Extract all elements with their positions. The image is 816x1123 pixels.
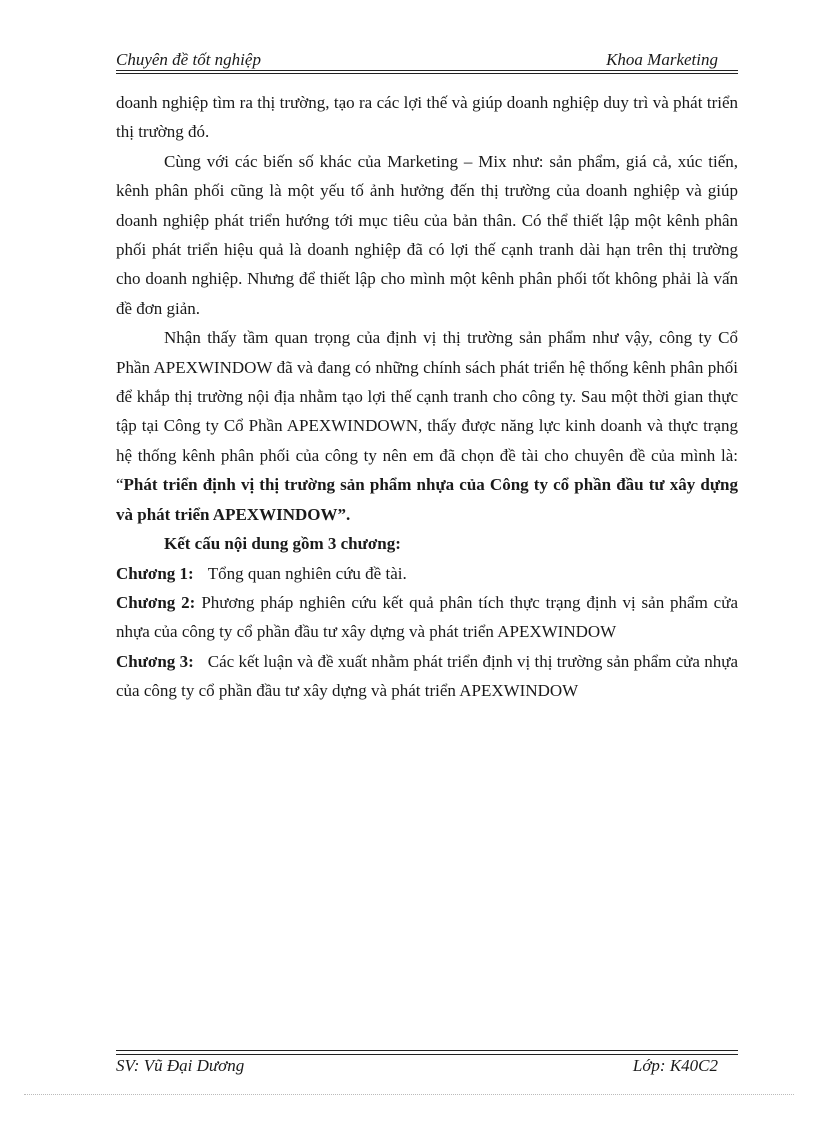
page-boundary-line <box>24 1094 794 1095</box>
header-divider <box>116 70 738 74</box>
chapter-item-2 <box>116 588 738 647</box>
chapter-1-text: Tổng quan nghiên cứu đề tài. <box>207 563 407 583</box>
topic-intro-text: Nhận thấy tầm quan trọng của định vị thị trường sản phẩm như vậy, công ty Cổ Phần APEXWINDOW đã và đang có những chính sách phát triển hệ thống kênh phân phối để khắp thị trường nội địa nhằm tạo lợi thế cạnh tranh cho công ty. Sau một thời gian thực tập tại Công ty Cổ Phần APEXWINDOWN, thấy được năng lực kinh doanh và thực trạng hệ thống kênh phân phối của công ty nên em đã chọn đề tài cho chuyên đề của mình là: “ <box>116 328 738 495</box>
chapter-1-label: Chương 1: <box>116 563 194 583</box>
chapter-3-text: Các kết luận và đề xuất nhằm phát triển định vị thị trường sản phẩm cửa nhựa của công ty cổ phần đầu tư xây dựng và phát triển APEXWINDOW <box>116 651 738 701</box>
paragraph-continuation: doanh nghiệp tìm ra thị trường, tạo ra các lợi thế và giúp doanh nghiệp duy trì và phát triển thị trường đó. <box>116 93 738 142</box>
footer-student-name: SV: Vũ Đại Dương <box>116 1056 245 1075</box>
chapter-2-text: Phương pháp nghiên cứu kết quả phân tích thực trạng định vị sản phẩm cửa nhựa của công ty cổ phần đầu tư xây dựng và phát triển APEXWINDOW <box>116 592 738 642</box>
header-document-type: Chuyên đề tốt nghiệp <box>116 50 261 69</box>
chapter-3-label: Chương 3: <box>116 651 194 671</box>
header-faculty: Khoa Marketing <box>606 50 718 69</box>
structure-heading: Kết cấu nội dung gồm 3 chương: <box>164 534 401 554</box>
chapter-item-1 <box>116 559 738 588</box>
page-body <box>116 88 738 706</box>
chapter-2-label: Chương 2: <box>116 592 196 612</box>
page-header <box>116 50 738 72</box>
footer-divider <box>116 1050 738 1055</box>
paragraph-topic-selection <box>116 323 738 529</box>
page-footer <box>116 1056 738 1078</box>
paragraph-marketing-mix: Cùng với các biến số khác của Marketing – Mix như: sản phẩm, giá cả, xúc tiến, kênh phân phối cũng là một yếu tố ảnh hưởng đến thị trường của doanh nghiệp và giúp doanh nghiệp phát triển hướng tới mục tiêu của bản thân. Có thể thiết lập một kênh phân phối phát triển hiệu quả là doanh nghiệp đã có lợi thế cạnh tranh dài hạn trên thị trường cho doanh nghiệp. Nhưng để thiết lập cho mình một kênh phân phối tốt không phải là vấn đề đơn giản. <box>116 151 738 318</box>
thesis-title: Phát triển định vị thị trường sản phẩm nhựa của Công ty cổ phần đầu tư xây dựng và phát triển APEXWINDOW”. <box>116 475 738 524</box>
chapter-item-3 <box>116 647 738 706</box>
footer-class: Lớp: K40C2 <box>632 1056 718 1075</box>
